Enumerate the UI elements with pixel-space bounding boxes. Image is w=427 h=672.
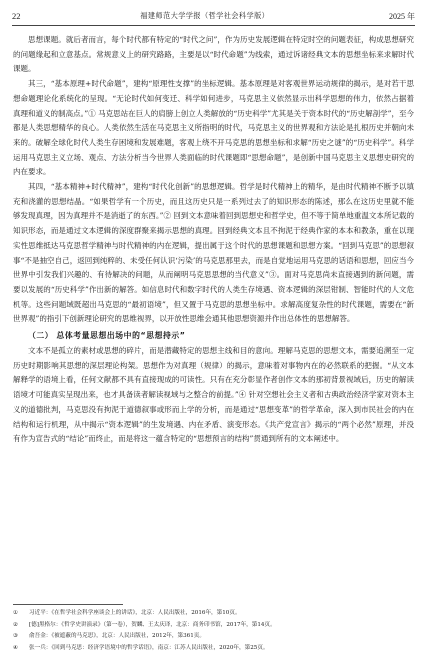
footnote-divider bbox=[13, 604, 123, 605]
footnote-text: [德]黑格尔：《哲学史讲演录》（第一卷），贺麟、王太庆译，北京：商务印书馆，2017年，第14页。 bbox=[29, 621, 276, 628]
footnote-mark: ② bbox=[13, 621, 19, 628]
article-body bbox=[13, 33, 414, 447]
footnote-mark: ① bbox=[13, 610, 19, 616]
footnotes bbox=[13, 608, 414, 654]
footnote bbox=[13, 631, 414, 643]
footnote-mark: ③ bbox=[13, 633, 19, 639]
footnote-text: 习近平：《在哲学社会科学座谈会上的讲话》，北京：人民出版社，2016年，第10页。 bbox=[29, 610, 241, 616]
footnote bbox=[13, 620, 414, 632]
journal-year: 2025 年 bbox=[389, 11, 415, 21]
paragraph: 思想课题。就后者而言，每个时代都有特定的“时代之问”，作为历史发展逻辑在特定时空的问题表征，构成思想研究的问题缘起和立意基点。常规意义上的研究路路，主要是以“时代命题”为线索，通过诉诸经典文本的思想坐标来求解时代课题。 bbox=[13, 35, 414, 74]
section-heading: （二） 总体考量思想出场中的“思想持示” bbox=[28, 331, 186, 341]
page-number: 22 bbox=[12, 11, 21, 21]
footnote-text: 俞吾金：《被遮蔽的马克思》，北京：人民出版社，2012年，第361页。 bbox=[29, 633, 205, 639]
paragraph: 其四，“基本精神+时代精神”，建构“时代化创新”的思想逻辑。哲学是时代精神上的精华，是由时代精神不断予以填充和浇灌的思想结晶。“如果哲学有一个历史，而且这历史只是一系列过去了的知识形态的陈述，那么在这历史里就不能够发现真理，因为真理并不是消逝了的东西。”② 回到文本意味着回到思想史和哲学史，但不等于简单地重温文本所记载的知识形态，而是通过文本逻辑的深度群聚来揭示思想的真理。回到经典文本且不拘泥于经典作家的本本和教条，重在以现实性思维抵达马克思哲学精神与时代精神的内在逻辑，提出属于这个时代的思想课题和思想方案。“回到马克思”的思想叙事“不是抽空自己，返回到纯粹的、未受任何认识‘污染’的马克思那里去，而是自觉地运用马克思的话语和思想，回应当今世界中引发我们兴趣的、有待解决的问题，从而阐明马克思思想的当代意义”③。面对马克思尚未直接遇到的新问题，需要以发展的“历史科学”作出新的解答。如信息时代和数字时代的人类生存境遇、资本逻辑的深层钳制、智能时代的人文危机等。这些问题域既超出马克思的“最初语境”，但又置于马克思的思想坐标中。求解高度复杂性的时代课题，需要在“新世界观”的指引下创新理论研究的思维视界，以开放性思维会通其他思想资源并作出总体性的思想解答。 bbox=[13, 182, 414, 324]
running-header bbox=[12, 8, 415, 24]
footnote bbox=[13, 643, 414, 655]
paragraph: 其三，“基本原理+时代命题”，建构“原理性支撑”的坐标逻辑。基本原理是对客观世界运动规律的揭示，是对若干思想命题理论化系统化的呈现。“无论时代如何变迁、科学如何进步，马克思主义依然显示出科学思想的伟力，依然占据着真理和道义的制高点。”① 马克思站在巨人的肩膀上创立人类解放的“历史科学”尤其是关于资本时代的“历史解剖学”，至今都是人类思想精华的良心。人类依然生活在马克思主义所指明的时代，马克思主义的世界观和方法论是扎根历史并朝向未来的。破解全球化时代人类生存困境和发展难题，客观上绕不开马克思的思想坐标和求解“历史之谜”的“历史科学”。科学运用马克思主义立场、观点、方法分析当今世界人类面临的时代课题即“思想命题”，是创新中国马克思主义思想史研究的内在要求。 bbox=[13, 79, 414, 177]
footnote-mark: ④ bbox=[13, 644, 19, 651]
paragraph: 文本不是孤立的素材或思想的碎片，而是潜藏特定的思想主线和目的意向。理解马克思的思想文本，需要追溯至一定历史时期影响其思想的深层理论构架。思想作为对真理（规律）的揭示，意味着对事物内在的必然联系的把握。“从文本解释学的语境上看，任何文献都不具有直接现成的可读性。只有在充分彰显作者创作文本的那初背景视域后，历史的解读语境才可能真实呈现出来，也才具备读者解读视域与之整合的前提。”④ 针对空想社会主义者和古典政治经济学家对资本主义的道德批判，马克思没有拘泥于道德叙事或形而上学的分析，而是通过“思想变革”的哲学革命，深入到市民社会的内在结构和运行机理，从中揭示“资本逻辑”的生发境遇、内在矛盾、演变形态。《共产党宣言》揭示的“两个必然”原理，并没有作为宣告式的“结论”而终止，而是将这一蕴含特定的“思想预言的结构”贯通到所有的文本阐述中。 bbox=[13, 346, 414, 444]
journal-title: 福建师范大学学报（哲学社会科学版） bbox=[140, 11, 270, 20]
footnote bbox=[13, 608, 414, 620]
header-divider bbox=[12, 25, 415, 26]
footnote-text: 张一兵：《回到马克思：经济学语境中的哲学话语》，南京：江苏人民出版社，2020年，第25页。 bbox=[29, 644, 269, 651]
